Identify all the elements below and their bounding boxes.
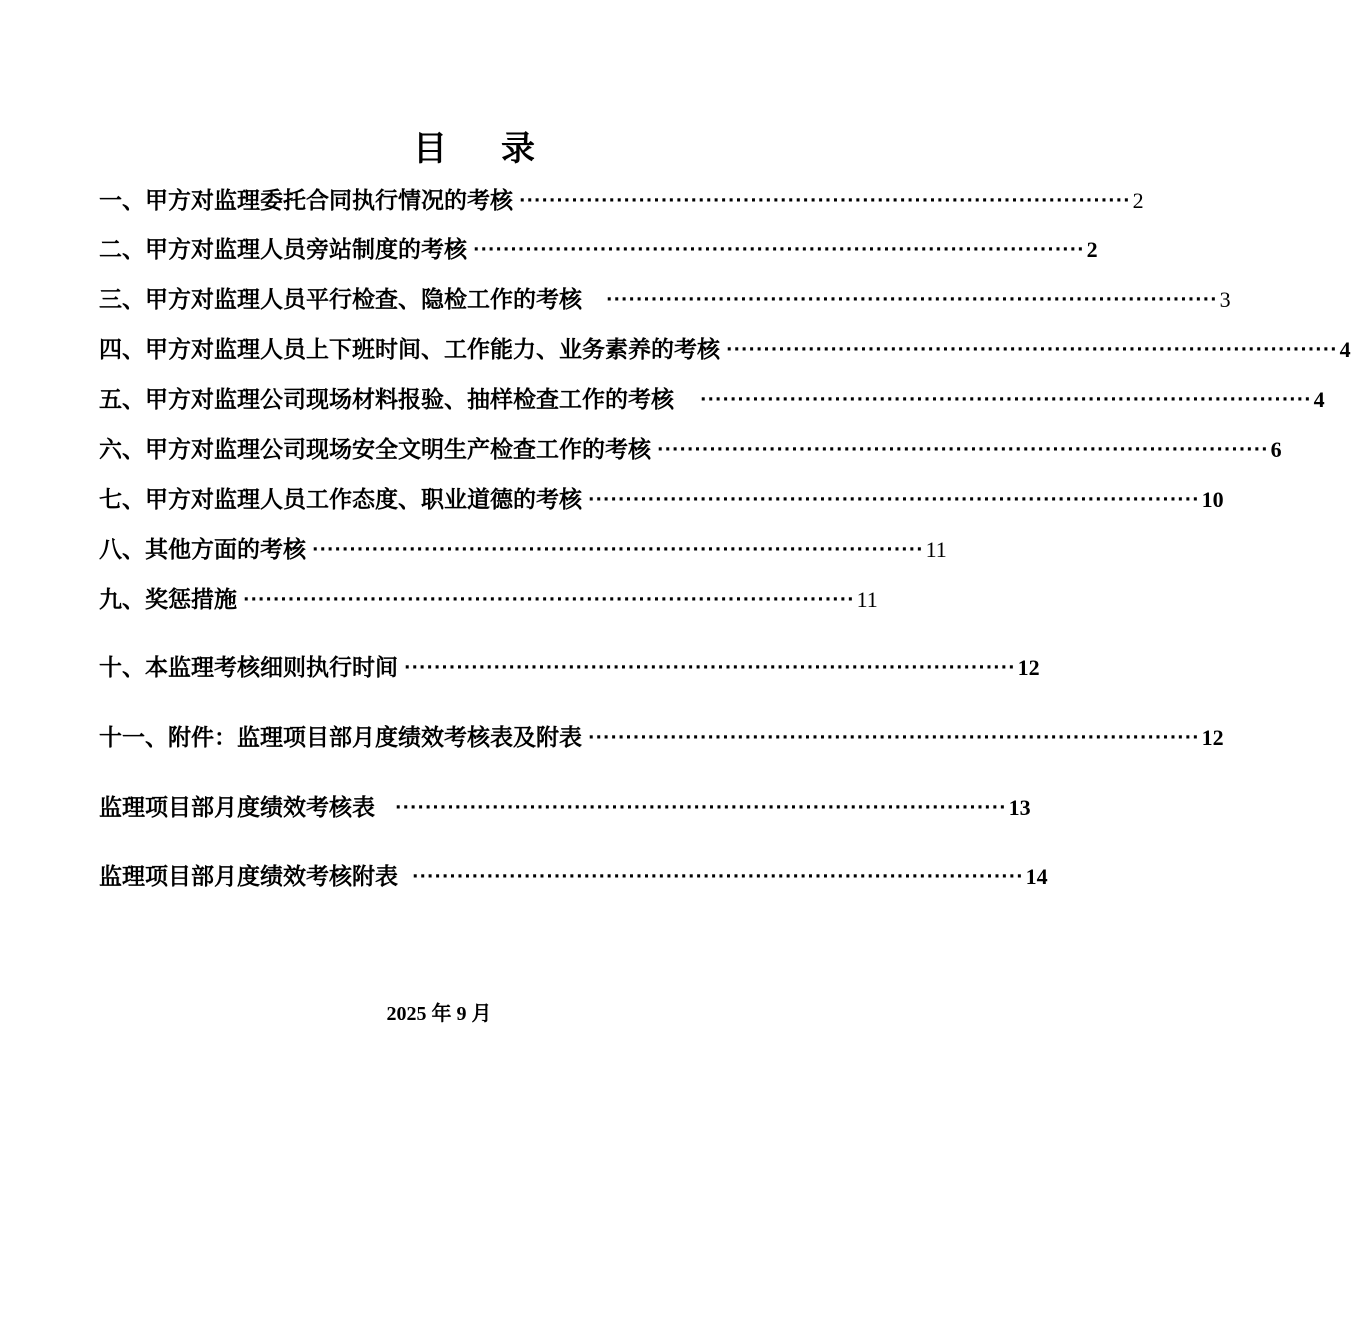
toc-leader: ·················································································· <box>657 440 1269 460</box>
toc-title-part2: 录 <box>501 129 537 169</box>
toc-leader: ·················································································· <box>404 658 1016 678</box>
toc-leader: ·················································································· <box>473 240 1085 260</box>
toc-page-number: 11 <box>856 587 878 612</box>
toc-page-number: 13 <box>1008 795 1031 820</box>
toc-page-number: 4 <box>1313 387 1325 412</box>
toc-entry[interactable] <box>99 330 1351 366</box>
toc-title <box>0 124 950 174</box>
toc-entry-text: 九、奖惩措施 <box>99 586 237 613</box>
toc-entry[interactable] <box>99 430 1282 466</box>
toc-leader: ·················································································· <box>588 728 1200 748</box>
toc-entry[interactable] <box>99 230 1098 266</box>
toc-entry-text: 五、甲方对监理公司现场材料报验、抽样检查工作的考核 <box>99 386 674 413</box>
toc-leader: ·················································································· <box>243 590 855 610</box>
toc-title-part1: 目 <box>413 129 449 169</box>
toc-entry-text: 三、甲方对监理人员平行检查、隐检工作的考核 <box>99 286 582 313</box>
toc-page-number: 4 <box>1339 337 1351 362</box>
toc-page-number: 3 <box>1219 287 1231 312</box>
toc-leader: ·················································································· <box>312 540 924 560</box>
toc-page-number: 2 <box>1086 237 1098 262</box>
toc-entry-text: 二、甲方对监理人员旁站制度的考核 <box>99 236 467 263</box>
toc-page-number: 10 <box>1201 487 1224 512</box>
toc-entry-text: 七、甲方对监理人员工作态度、职业道德的考核 <box>99 486 582 513</box>
toc-page-number: 12 <box>1201 725 1224 750</box>
toc-leader: ·················································································· <box>606 290 1218 310</box>
toc-entry-text: 四、甲方对监理人员上下班时间、工作能力、业务素养的考核 <box>99 336 720 363</box>
toc-entry-text: 一、甲方对监理委托合同执行情况的考核 <box>99 187 513 214</box>
toc-entry-text: 八、其他方面的考核 <box>99 536 306 563</box>
toc-entry[interactable] <box>99 280 1231 316</box>
toc-leader: ·················································································· <box>588 490 1200 510</box>
toc-entry[interactable] <box>99 857 1048 893</box>
toc-entry-text: 监理项目部月度绩效考核附表 <box>99 863 398 890</box>
toc-page-number: 11 <box>925 537 947 562</box>
toc-entry[interactable] <box>99 788 1031 824</box>
toc-leader: ·················································································· <box>519 191 1131 211</box>
toc-leader: ·················································································· <box>726 340 1338 360</box>
toc-page-number: 12 <box>1017 655 1040 680</box>
toc-entry[interactable] <box>99 580 878 616</box>
document-date: 2025 年 9 月 <box>386 1003 492 1025</box>
toc-entry-text: 十一、附件：监理项目部月度绩效考核表及附表 <box>99 724 582 751</box>
toc-page-number: 6 <box>1270 437 1282 462</box>
toc-entry-text: 监理项目部月度绩效考核表 <box>99 794 375 821</box>
toc-page-number: 2 <box>1132 188 1144 213</box>
toc-entry[interactable] <box>99 648 1040 684</box>
toc-leader: ·················································································· <box>700 390 1312 410</box>
toc-entry[interactable] <box>99 718 1224 754</box>
toc-entry[interactable] <box>99 530 947 566</box>
toc-leader: ·················································································· <box>412 867 1024 887</box>
toc-entry[interactable] <box>99 480 1224 516</box>
toc-entry-text: 六、甲方对监理公司现场安全文明生产检查工作的考核 <box>99 436 651 463</box>
toc-leader: ·················································································· <box>395 798 1007 818</box>
toc-entry[interactable] <box>99 181 1144 217</box>
toc-entry[interactable] <box>99 380 1325 416</box>
toc-entry-text: 十、本监理考核细则执行时间 <box>99 654 398 681</box>
toc-page-number: 14 <box>1025 864 1048 889</box>
